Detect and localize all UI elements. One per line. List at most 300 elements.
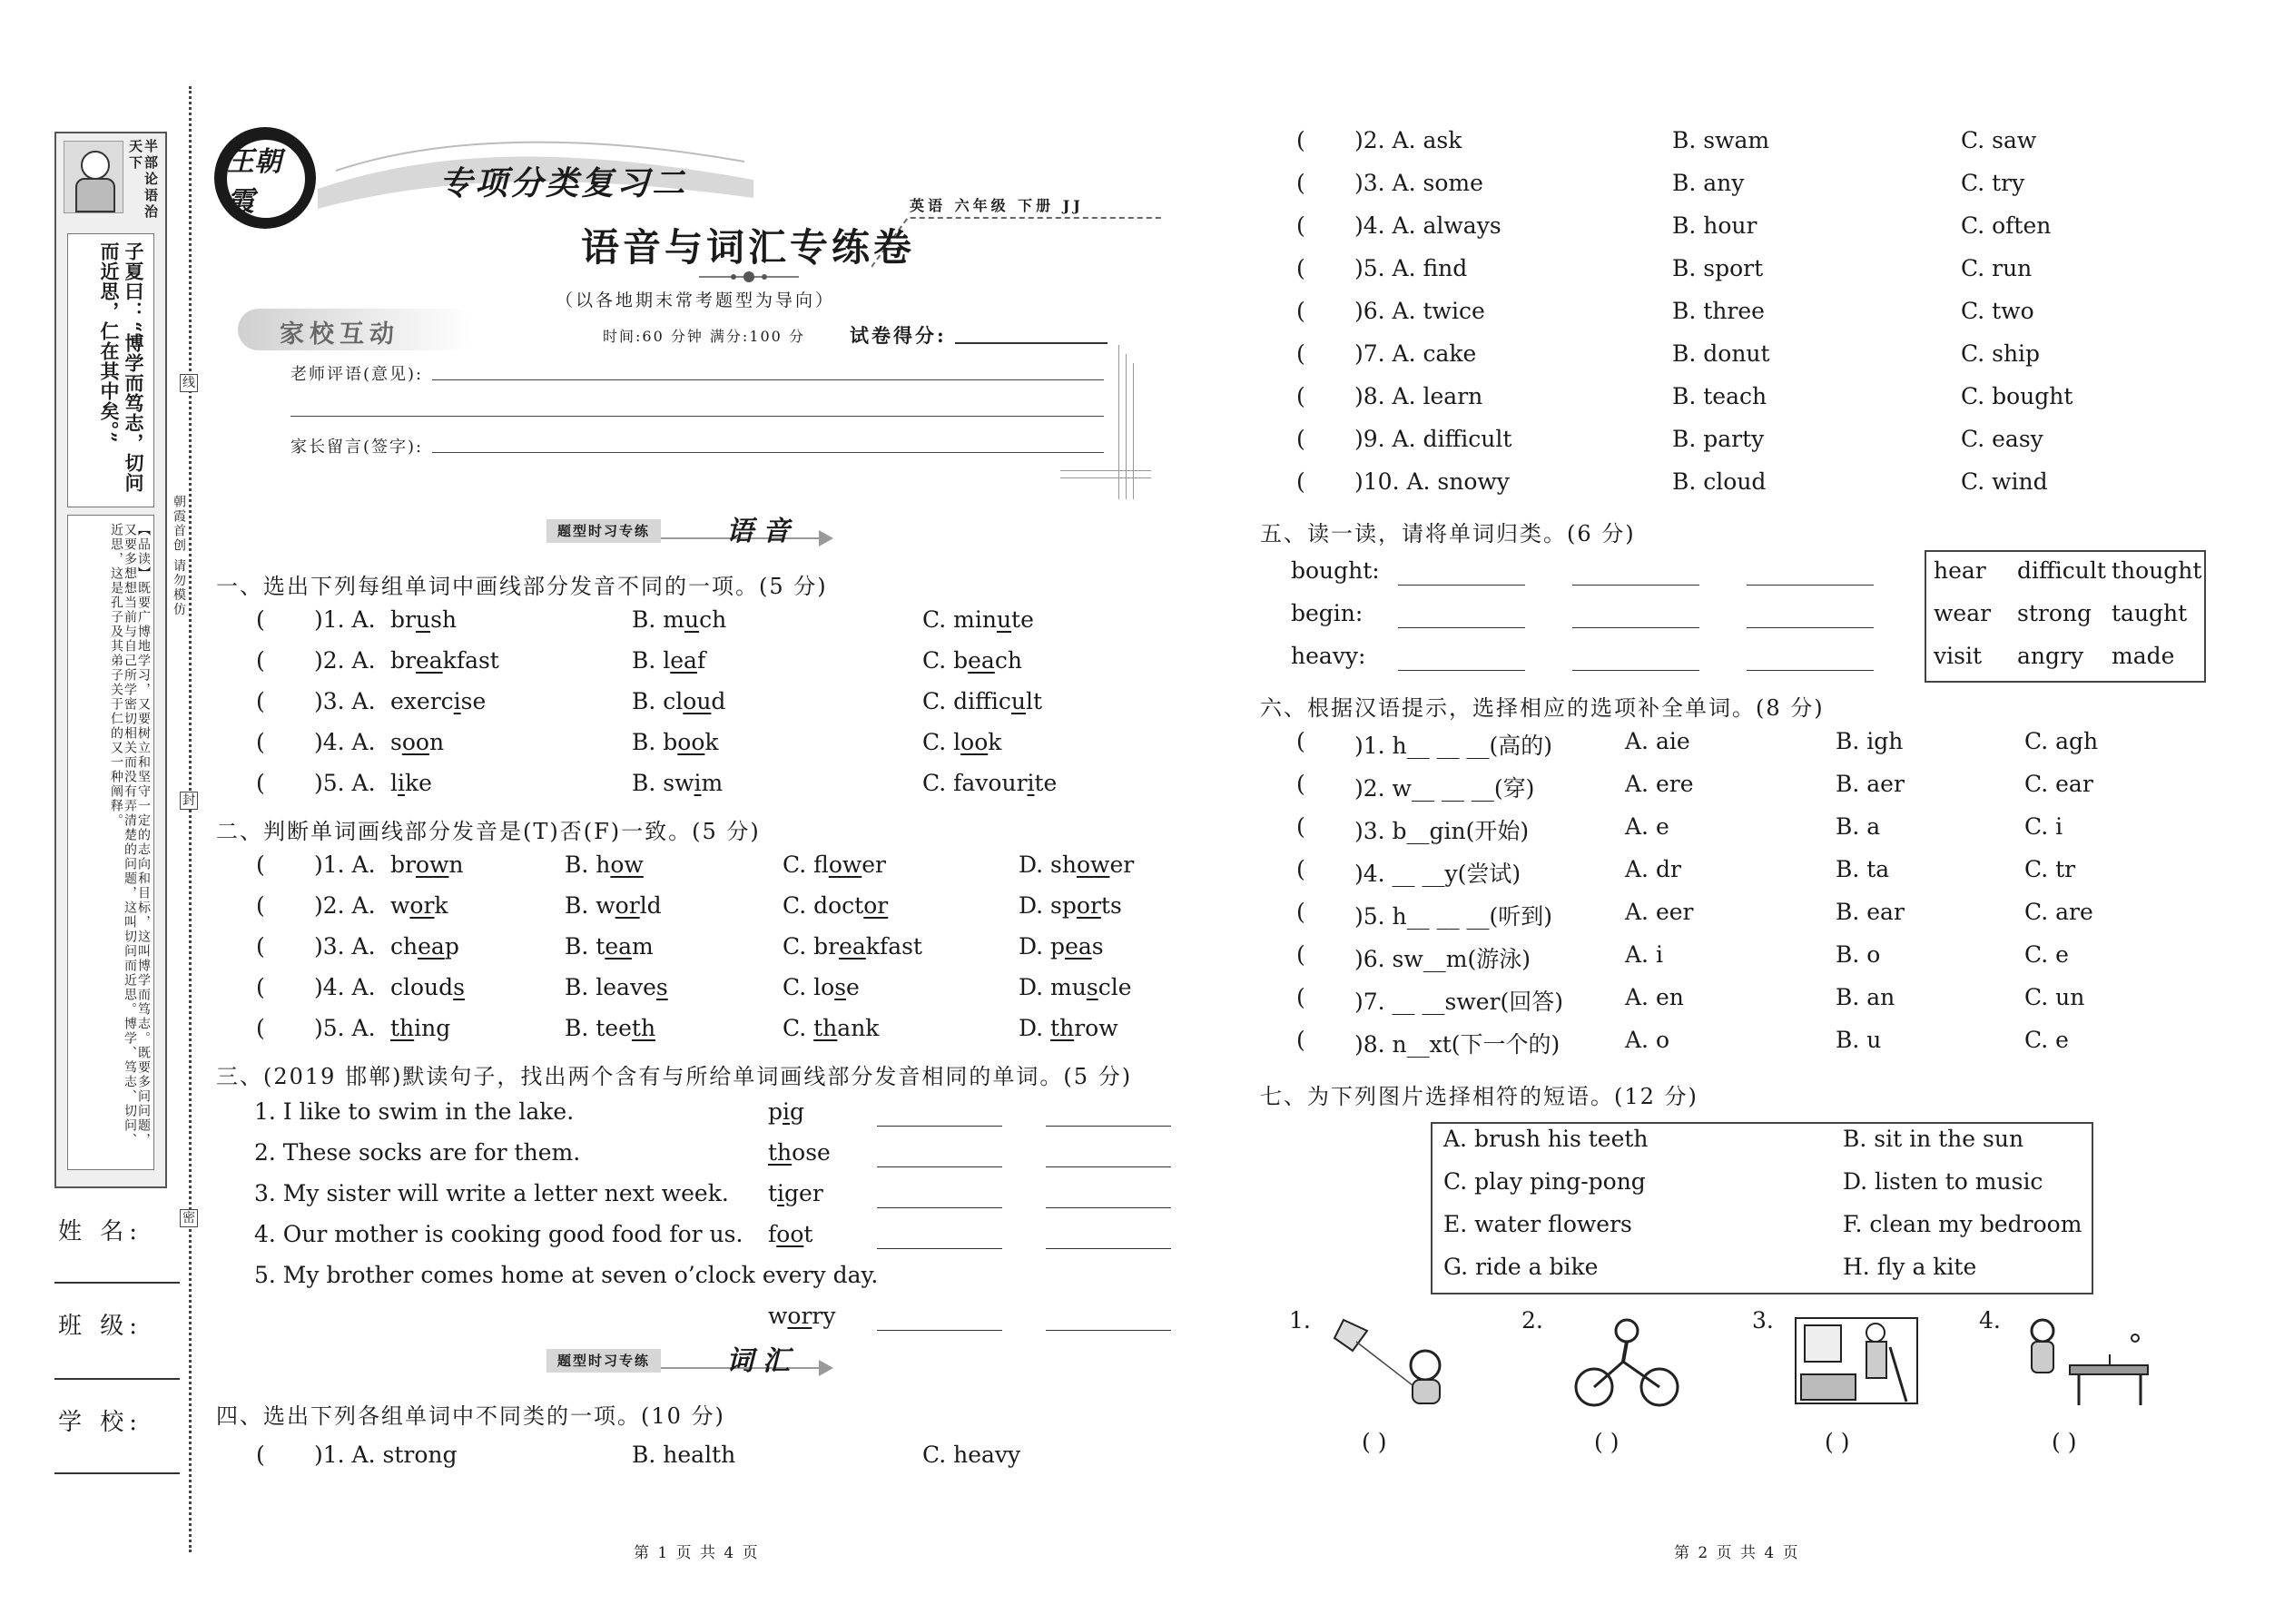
word-part: C. min bbox=[922, 606, 997, 633]
underlined-letters: ow bbox=[415, 851, 449, 878]
item-number: )3. A. some bbox=[1354, 170, 1483, 196]
answer-paren: ( bbox=[1296, 255, 1305, 281]
word-part: br bbox=[390, 606, 416, 633]
answer-blank[interactable] bbox=[1046, 1166, 1171, 1167]
option-c: C. tr bbox=[2024, 856, 2076, 882]
answer-field[interactable] bbox=[1309, 385, 1340, 410]
item-number: )1. A. bbox=[314, 606, 376, 633]
option-c bbox=[783, 851, 886, 878]
word-part: p bbox=[444, 933, 459, 960]
answer-paren: ( bbox=[1296, 340, 1305, 367]
option-c bbox=[922, 606, 1034, 633]
word-part: er bbox=[861, 851, 887, 878]
option-c bbox=[922, 688, 1042, 714]
sentence: 1. I like to swim in the lake. bbox=[254, 1098, 575, 1125]
bank-word: visit bbox=[1934, 643, 1982, 669]
word-part: kfast bbox=[442, 647, 499, 674]
answer-blank[interactable] bbox=[1747, 585, 1874, 586]
answer-field[interactable] bbox=[1309, 214, 1340, 240]
underlined-letters: ea bbox=[418, 933, 445, 960]
parent-comment-label: 家长留言(签字): bbox=[290, 438, 424, 457]
home-school-badge bbox=[238, 309, 474, 350]
option-a bbox=[390, 933, 459, 960]
section2-heading: 二、判断单词画线部分发音是(T)否(F)一致。(5 分) bbox=[216, 819, 761, 844]
option-a bbox=[390, 851, 464, 878]
phrase-option: G. ride a bike bbox=[1443, 1254, 1599, 1280]
answer-field[interactable] bbox=[269, 731, 300, 756]
item-number: )1. A. strong bbox=[314, 1442, 458, 1468]
answer-paren: ( bbox=[1296, 984, 1305, 1010]
underlined-letters: or bbox=[863, 892, 889, 919]
underlined-letters: i bbox=[783, 1098, 791, 1125]
word-part: f bbox=[696, 647, 706, 674]
word-part: B. t bbox=[565, 933, 605, 960]
score-label: 试卷得分: bbox=[850, 324, 947, 347]
option-c bbox=[922, 647, 1022, 674]
answer-field[interactable] bbox=[269, 853, 300, 879]
word-part: e bbox=[846, 974, 860, 1000]
underlined-letters: ea bbox=[839, 933, 866, 960]
class-label: 班 级: bbox=[58, 1313, 143, 1340]
bank-word: angry bbox=[2017, 643, 2084, 669]
option-c: C. wind bbox=[1961, 468, 2048, 495]
underlined-letters: ow bbox=[1076, 851, 1110, 878]
word-part: B. tee bbox=[565, 1015, 632, 1041]
word-part: B. h bbox=[565, 851, 611, 878]
answer-field[interactable] bbox=[1309, 1029, 1340, 1054]
option-d bbox=[1019, 933, 1104, 960]
word-part: m bbox=[701, 770, 724, 796]
answer-blank[interactable] bbox=[1046, 1207, 1171, 1208]
option-c: C. run bbox=[1961, 255, 2033, 281]
option-a: A. e bbox=[1625, 813, 1669, 840]
home-school-label: 家校互动 bbox=[280, 320, 399, 349]
option-a: A. o bbox=[1625, 1027, 1669, 1053]
answer-field[interactable] bbox=[1309, 172, 1340, 197]
answer-field[interactable] bbox=[1309, 428, 1340, 453]
option-c: C. easy bbox=[1961, 426, 2043, 452]
answer-paren[interactable]: ( ) bbox=[1825, 1429, 1850, 1455]
sentence: 5. My brother comes home at seven o’clock every day. bbox=[254, 1262, 879, 1288]
answer-paren: ( bbox=[1296, 383, 1305, 409]
answer-field[interactable] bbox=[269, 894, 300, 920]
word-part: ts bbox=[1100, 892, 1122, 919]
item-number: )1. A. bbox=[314, 851, 376, 878]
word-part: l bbox=[390, 770, 398, 796]
section1-heading: 一、选出下列每组单词中画线部分发音不同的一项。(5 分) bbox=[216, 574, 828, 599]
answer-blank[interactable] bbox=[1046, 1330, 1171, 1331]
underlined-letters: u bbox=[996, 606, 1012, 633]
time-info: 时间:60 分钟 满分:100 分 bbox=[603, 328, 805, 345]
word-part: C. br bbox=[783, 933, 840, 960]
teacher-comment-label: 老师评语(意见): bbox=[290, 365, 424, 384]
underlined-letters: ou bbox=[683, 688, 712, 714]
word-part: k bbox=[988, 729, 1002, 755]
underlined-letters: th bbox=[813, 1015, 838, 1041]
word-part: g bbox=[790, 1098, 805, 1125]
underlined-letters: oo bbox=[776, 1221, 804, 1247]
word-part: B. w bbox=[565, 892, 615, 919]
word-part: ose bbox=[792, 1139, 831, 1166]
word-part: er bbox=[1109, 851, 1135, 878]
answer-blank[interactable] bbox=[1747, 627, 1874, 628]
word-part: ch bbox=[699, 606, 727, 633]
option-b bbox=[565, 892, 662, 919]
answer-blank[interactable] bbox=[877, 1330, 1002, 1331]
word-part: k bbox=[434, 892, 448, 919]
word-part: B. cl bbox=[632, 688, 684, 714]
answer-paren: ( bbox=[256, 851, 265, 878]
answer-paren: ( bbox=[1296, 426, 1305, 452]
answer-blank[interactable] bbox=[877, 1207, 1002, 1208]
phrase-option: E. water flowers bbox=[1443, 1211, 1632, 1237]
name-field[interactable] bbox=[54, 1282, 180, 1284]
option-c: C. un bbox=[2024, 984, 2085, 1010]
answer-paren: ( bbox=[1296, 468, 1305, 495]
phrase-option: F. clean my bedroom bbox=[1843, 1211, 2082, 1237]
item-number: )4. A. bbox=[314, 974, 376, 1000]
underlined-letters: or bbox=[1076, 892, 1101, 919]
underlined-letters: i bbox=[694, 770, 702, 796]
answer-blank[interactable] bbox=[1572, 585, 1699, 586]
option-a: A. aie bbox=[1625, 728, 1690, 754]
logo-text: 王朝霞 bbox=[225, 138, 307, 220]
item-number: )1. h__ __ __(高的) bbox=[1354, 733, 1553, 759]
item-number: )10. A. snowy bbox=[1354, 468, 1510, 495]
underlined-letters: s bbox=[453, 974, 465, 1000]
quote-box bbox=[67, 233, 154, 507]
underlined-letters: ow bbox=[828, 851, 862, 878]
answer-blank[interactable] bbox=[1398, 585, 1525, 586]
answer-paren: ( bbox=[1296, 1027, 1305, 1053]
given-word bbox=[768, 1139, 831, 1166]
underlined-letters: ea bbox=[415, 647, 443, 674]
answer-field[interactable] bbox=[1309, 815, 1340, 841]
bank-word: taught bbox=[2112, 600, 2188, 626]
underlined-letters: or bbox=[409, 892, 435, 919]
option-b bbox=[632, 606, 726, 633]
option-b bbox=[565, 974, 668, 1000]
answer-paren: ( bbox=[256, 1442, 265, 1468]
sentence: 3. My sister will write a letter next week. bbox=[254, 1180, 729, 1206]
answer-blank[interactable] bbox=[1398, 627, 1525, 628]
class-field[interactable] bbox=[54, 1378, 180, 1380]
given-word bbox=[768, 1180, 823, 1206]
answer-paren[interactable]: ( ) bbox=[2052, 1429, 2077, 1455]
option-b: B. ear bbox=[1836, 899, 1905, 925]
option-c bbox=[922, 770, 1057, 796]
phrase-option: A. brush his teeth bbox=[1443, 1126, 1649, 1152]
corner-decoration bbox=[1115, 345, 1151, 508]
answer-field[interactable] bbox=[1309, 986, 1340, 1011]
underlined-letters: ea bbox=[605, 933, 633, 960]
option-a bbox=[390, 729, 444, 755]
answer-field[interactable] bbox=[1309, 300, 1340, 325]
answer-field[interactable] bbox=[269, 690, 300, 715]
answer-blank[interactable] bbox=[877, 1248, 1002, 1249]
answer-blank[interactable] bbox=[1046, 1126, 1171, 1127]
option-a: A. ere bbox=[1625, 771, 1694, 797]
banner-word: 语音 bbox=[726, 516, 799, 547]
bank-word: strong bbox=[2017, 600, 2092, 626]
answer-field[interactable] bbox=[269, 935, 300, 960]
word-part: ger bbox=[784, 1180, 823, 1206]
publisher-logo bbox=[214, 127, 316, 229]
name-label: 姓 名: bbox=[58, 1218, 143, 1245]
option-b: B. an bbox=[1836, 984, 1895, 1010]
phrase-option: C. play ping-pong bbox=[1443, 1168, 1646, 1195]
word-part: s bbox=[390, 729, 402, 755]
option-c: C. heavy bbox=[922, 1442, 1021, 1468]
word-part: row bbox=[1074, 1015, 1118, 1041]
school-label: 学 校: bbox=[58, 1409, 143, 1436]
word-part: n bbox=[428, 729, 445, 755]
word-part: ch bbox=[994, 647, 1022, 674]
word-part: C. diffic bbox=[922, 688, 1011, 714]
word-part: C. l bbox=[922, 729, 961, 755]
phrase-option: B. sit in the sun bbox=[1843, 1126, 2024, 1152]
option-b: B. health bbox=[632, 1442, 736, 1468]
word-part: C. b bbox=[922, 647, 969, 674]
option-a bbox=[390, 606, 457, 633]
answer-field[interactable] bbox=[269, 1443, 300, 1469]
word-part: ry bbox=[812, 1303, 836, 1329]
option-c: C. saw bbox=[1961, 127, 2037, 153]
category-label: begin: bbox=[1291, 600, 1364, 626]
answer-field[interactable] bbox=[1309, 342, 1340, 368]
answer-blank[interactable] bbox=[1398, 670, 1525, 671]
underlined-letters: s bbox=[655, 974, 668, 1000]
option-a bbox=[390, 647, 499, 674]
item-number: )2. w__ __ __(穿) bbox=[1354, 775, 1535, 802]
word-part: B. sw bbox=[632, 770, 694, 796]
section3-heading: 三、(2019 邯郸)默读句子，找出两个含有与所给单词画线部分发音相同的单词。(5 分) bbox=[216, 1064, 1133, 1089]
word-part: s bbox=[1091, 933, 1104, 960]
word-part: D. sp bbox=[1019, 892, 1077, 919]
answer-paren[interactable]: ( ) bbox=[1362, 1429, 1387, 1455]
word-part: C. favour bbox=[922, 770, 1028, 796]
item-number: )3. b__gin(开始) bbox=[1354, 818, 1530, 844]
pindu-text: 【品读】既要广博地学习，又要树立和坚守一定的志向和目标，这叫博学而笃志。既要多问问题，又要多想想当前与自己所学密切相关而没有弄清楚的问题，这叫切问而近思。博学、笃志、切问、近思，这是孔子及其弟子关于仁的又一种阐释。 bbox=[109, 523, 151, 1147]
underlined-letters: th bbox=[631, 1015, 656, 1041]
item-number: )5. A. find bbox=[1354, 255, 1468, 281]
word-part: cle bbox=[1098, 974, 1132, 1000]
banner-tag: 题型时习专练 bbox=[546, 519, 661, 543]
category-label: bought: bbox=[1291, 557, 1380, 584]
section7-heading: 七、为下列图片选择相符的短语。(12 分) bbox=[1260, 1084, 1698, 1109]
option-c: C. agh bbox=[2024, 728, 2099, 754]
underlined-letters: or bbox=[787, 1303, 812, 1329]
answer-paren: ( bbox=[256, 974, 265, 1000]
item-number: )2. A. ask bbox=[1354, 127, 1462, 153]
option-a bbox=[390, 688, 486, 714]
option-a bbox=[390, 770, 432, 796]
item-number: )4. A. always bbox=[1354, 212, 1501, 239]
underlined-letters: oo bbox=[677, 729, 705, 755]
word-part: D. bbox=[1019, 1015, 1051, 1041]
answer-paren: ( bbox=[256, 892, 265, 919]
option-a: A. en bbox=[1625, 984, 1684, 1010]
answer-blank[interactable] bbox=[1572, 670, 1699, 671]
cut-mark: 线 bbox=[180, 374, 198, 392]
answer-blank[interactable] bbox=[877, 1126, 1002, 1127]
option-b: B. sport bbox=[1672, 255, 1764, 281]
word-part: p bbox=[768, 1098, 783, 1125]
word-part: m bbox=[632, 933, 654, 960]
option-b: B. o bbox=[1836, 941, 1881, 968]
underlined-letters: u bbox=[415, 606, 431, 633]
item-number: )6. sw__m(游泳) bbox=[1354, 946, 1531, 972]
option-b: B. a bbox=[1836, 813, 1881, 840]
item-number: )2. A. bbox=[314, 892, 376, 919]
answer-blank[interactable] bbox=[1747, 670, 1874, 671]
item-number: )6. A. twice bbox=[1354, 298, 1485, 324]
phrase-option: H. fly a kite bbox=[1843, 1254, 1977, 1280]
word-part: ank bbox=[837, 1015, 880, 1041]
main-title: 语音与词汇专练卷 bbox=[581, 225, 916, 270]
underlined-letters: oo bbox=[401, 729, 429, 755]
underlined-letters: s bbox=[834, 974, 847, 1000]
answer-field[interactable] bbox=[269, 608, 300, 634]
word-part: sh bbox=[430, 606, 458, 633]
item-number: )8. n__xt(下一个的) bbox=[1354, 1031, 1561, 1058]
answer-field[interactable] bbox=[1309, 943, 1340, 969]
item-number: )5. A. bbox=[314, 770, 376, 796]
underlined-letters: oo bbox=[960, 729, 989, 755]
underlined-letters: u bbox=[1010, 688, 1026, 714]
answer-field[interactable] bbox=[269, 649, 300, 674]
option-c: C. bought bbox=[1961, 383, 2073, 409]
option-b: B. any bbox=[1672, 170, 1745, 196]
answer-paren: ( bbox=[256, 933, 265, 960]
item-number: )5. A. bbox=[314, 1015, 376, 1041]
underlined-letters: th bbox=[1050, 1015, 1075, 1041]
word-part: D. p bbox=[1019, 933, 1066, 960]
answer-paren: ( bbox=[1296, 856, 1305, 882]
answer-field[interactable] bbox=[1309, 773, 1340, 798]
underlined-letters: u bbox=[684, 606, 700, 633]
option-b: B. aer bbox=[1836, 771, 1905, 797]
underlined-letters: ea bbox=[670, 647, 697, 674]
option-a: A. i bbox=[1625, 941, 1663, 968]
option-c bbox=[922, 729, 1001, 755]
word-part: se bbox=[460, 688, 487, 714]
sentence: 4. Our mother is cooking good food for us. bbox=[254, 1221, 743, 1247]
answer-blank[interactable] bbox=[1572, 627, 1699, 628]
answer-paren: ( bbox=[256, 1015, 265, 1041]
item-number: )7. __ __swer(回答) bbox=[1354, 989, 1563, 1015]
given-word bbox=[768, 1221, 812, 1247]
option-b: B. swam bbox=[1672, 127, 1770, 153]
word-part: w bbox=[390, 892, 410, 919]
word-part: lt bbox=[1026, 688, 1043, 714]
option-c: C. two bbox=[1961, 298, 2034, 324]
bike-rider-icon bbox=[1558, 1311, 1694, 1411]
answer-field[interactable] bbox=[1309, 129, 1340, 154]
answer-field[interactable] bbox=[1309, 470, 1340, 496]
answer-field[interactable] bbox=[269, 1017, 300, 1042]
school-field[interactable] bbox=[54, 1472, 180, 1474]
underlined-letters: i bbox=[453, 688, 461, 714]
word-part: B. leave bbox=[565, 974, 656, 1000]
answer-paren: ( bbox=[256, 647, 265, 674]
score-field[interactable] bbox=[955, 342, 1108, 344]
answer-field[interactable] bbox=[1309, 901, 1340, 926]
answer-field[interactable] bbox=[1309, 858, 1340, 883]
pindu-box bbox=[67, 515, 154, 1170]
cut-line bbox=[189, 86, 192, 1552]
confucius-cartoon-icon bbox=[64, 141, 123, 213]
word-part: D. mu bbox=[1019, 974, 1087, 1000]
underlined-letters: ow bbox=[610, 851, 644, 878]
word-part: br bbox=[390, 647, 416, 674]
word-part: br bbox=[390, 851, 416, 878]
parent-comment-field[interactable] bbox=[432, 452, 1104, 453]
answer-field[interactable] bbox=[1309, 730, 1340, 755]
answer-field[interactable] bbox=[269, 772, 300, 797]
option-c: C. i bbox=[2024, 813, 2063, 840]
cut-mark: 密 bbox=[180, 1209, 198, 1227]
room-cleaning-icon bbox=[1788, 1311, 1925, 1411]
title-ornament-icon bbox=[699, 269, 799, 285]
word-part: ke bbox=[405, 770, 432, 796]
word-part: ch bbox=[390, 933, 418, 960]
option-a: A. dr bbox=[1625, 856, 1681, 882]
answer-blank[interactable] bbox=[877, 1166, 1002, 1167]
answer-paren: ( bbox=[256, 729, 265, 755]
option-b: B. igh bbox=[1836, 728, 1904, 754]
answer-paren: ( bbox=[256, 770, 265, 796]
teacher-comment-field[interactable] bbox=[432, 379, 1104, 380]
answer-blank[interactable] bbox=[1046, 1248, 1171, 1249]
analects-quote: 子夏曰：“博学而笃志，切问而近思，仁在其中矣。” bbox=[98, 241, 145, 494]
answer-field[interactable] bbox=[1309, 257, 1340, 282]
option-c bbox=[783, 974, 860, 1000]
item-number: )3. A. bbox=[314, 688, 376, 714]
answer-paren: ( bbox=[1296, 127, 1305, 153]
word-part: f bbox=[768, 1221, 777, 1247]
bank-word: thought bbox=[2112, 557, 2202, 584]
answer-paren: ( bbox=[1296, 728, 1305, 754]
section6-heading: 六、根据汉语提示，选择相应的选项补全单词。(8 分) bbox=[1260, 695, 1825, 721]
answer-paren: ( bbox=[1296, 899, 1305, 925]
arrow-right-icon bbox=[819, 1360, 833, 1376]
option-a bbox=[390, 1015, 450, 1041]
underlined-letters: i bbox=[398, 770, 405, 796]
arrow-right-icon bbox=[819, 530, 833, 546]
underlined-letters: i bbox=[1027, 770, 1035, 796]
banner-tag: 题型时习专练 bbox=[546, 1349, 661, 1373]
option-b: B. hour bbox=[1672, 212, 1757, 239]
underlined-letters: th bbox=[768, 1139, 793, 1166]
answer-field[interactable] bbox=[269, 976, 300, 1001]
option-c: C. are bbox=[2024, 899, 2093, 925]
answer-paren[interactable]: ( ) bbox=[1594, 1429, 1620, 1455]
underlined-letters: th bbox=[390, 1015, 415, 1041]
teacher-comment-field-2[interactable] bbox=[290, 416, 1104, 417]
grade-info: 英语 六年级 下册 JJ bbox=[910, 197, 1084, 214]
word-part: B. b bbox=[632, 729, 678, 755]
option-c: C. ear bbox=[2024, 771, 2093, 797]
item-number: )9. A. difficult bbox=[1354, 426, 1512, 452]
underlined-letters: s bbox=[1086, 974, 1098, 1000]
option-b bbox=[632, 688, 725, 714]
option-c bbox=[783, 1015, 879, 1041]
word-part: t bbox=[768, 1180, 778, 1206]
item-number: )5. h__ __ __(听到) bbox=[1354, 903, 1553, 930]
cut-note: 朝霞首创 请勿模仿 bbox=[172, 495, 186, 617]
section5-heading: 五、读一读，请将单词归类。(6 分) bbox=[1260, 521, 1636, 546]
